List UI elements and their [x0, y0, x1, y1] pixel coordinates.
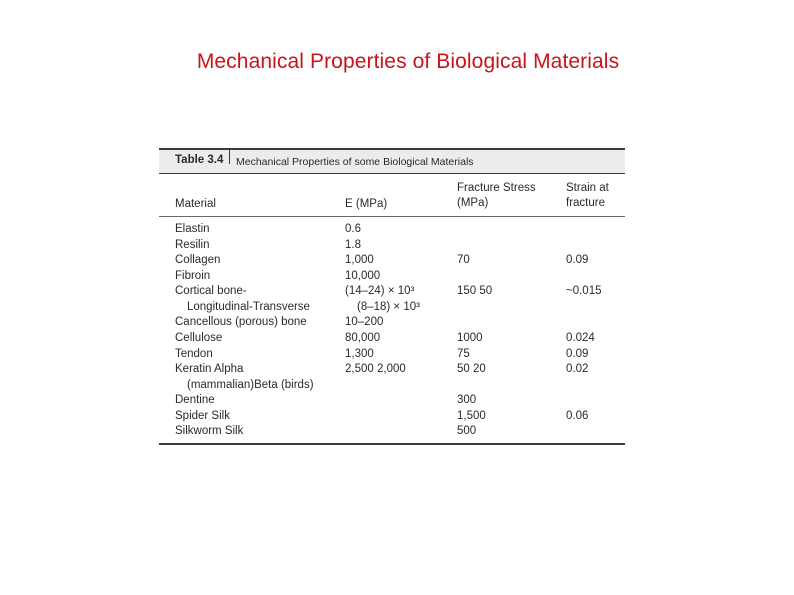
cell-material: Silkworm Silk [175, 425, 244, 438]
cell-material: Cellulose [175, 331, 223, 344]
properties-table [159, 148, 625, 445]
table-row [159, 409, 625, 425]
cell-fracture-stress: 1000 [457, 331, 483, 344]
table-caption-bar [159, 148, 625, 174]
cell-fracture-stress: 300 [457, 394, 477, 407]
cell-modulus: 80,000 [345, 331, 381, 344]
table-row [159, 362, 625, 393]
cell-modulus: 1,000 [345, 254, 374, 267]
table-body [159, 217, 625, 445]
cell-strain: 0.09 [566, 347, 589, 360]
table-number: Table 3.4 [175, 154, 224, 166]
table-row [159, 222, 625, 238]
table-caption: Mechanical Properties of some Biological Materials [236, 156, 474, 168]
cell-modulus: 1.8 [345, 238, 361, 251]
cell-material: Cortical bone- [175, 285, 247, 298]
cell-material: Tendon [175, 347, 213, 360]
cell-material: Fibroin [175, 269, 211, 282]
cell-modulus: 1,300 [345, 347, 374, 360]
cell-strain: 0.06 [566, 409, 589, 422]
cell-modulus: 10–200 [345, 316, 384, 329]
cell-fracture-stress: 1,500 [457, 409, 486, 422]
table-row [159, 238, 625, 254]
cell-material: Keratin Alpha [175, 363, 244, 376]
cell-modulus: 2,500 2,000 [345, 363, 406, 376]
table-row [159, 315, 625, 331]
cell-modulus: 10,000 [345, 269, 381, 282]
cell-material: Resilin [175, 238, 210, 251]
cell-modulus: 0.6 [345, 223, 361, 235]
header-strain: Strain at fracture [566, 182, 609, 209]
header-material: Material [175, 198, 216, 210]
cell-strain: 0.09 [566, 254, 589, 267]
cell-material-subline: (mammalian)Beta (birds) [187, 378, 314, 391]
caption-divider [229, 150, 230, 164]
cell-fracture-stress: 75 [457, 347, 470, 360]
header-fracture-stress: Fracture Stress (MPa) [457, 182, 536, 209]
cell-fracture-stress: 70 [457, 254, 470, 267]
table-row [159, 347, 625, 363]
cell-material: Spider Silk [175, 409, 230, 422]
cell-material: Cancellous (porous) bone [175, 316, 307, 329]
cell-material: Elastin [175, 223, 210, 235]
slide-title: Mechanical Properties of Biological Materials [196, 50, 620, 73]
table-row [159, 269, 625, 285]
cell-modulus: (14–24) × 10³ [345, 285, 415, 298]
cell-material: Collagen [175, 254, 221, 267]
cell-fracture-stress: 150 50 [457, 285, 493, 298]
cell-strain: 0.02 [566, 363, 589, 376]
table-row [159, 253, 625, 269]
table-row [159, 284, 625, 315]
header-modulus: E (MPa) [345, 198, 388, 210]
cell-strain: 0.024 [566, 331, 595, 344]
table-row [159, 393, 625, 409]
cell-fracture-stress: 50 20 [457, 363, 486, 376]
cell-strain: ~0.015 [566, 285, 602, 298]
cell-modulus-subline: (8–18) × 10³ [357, 300, 420, 313]
cell-material: Dentine [175, 394, 215, 407]
cell-fracture-stress: 500 [457, 425, 477, 438]
cell-material-subline: Longitudinal-Transverse [187, 300, 310, 313]
table-row [159, 331, 625, 347]
table-header [159, 178, 625, 217]
table-row [159, 424, 625, 440]
